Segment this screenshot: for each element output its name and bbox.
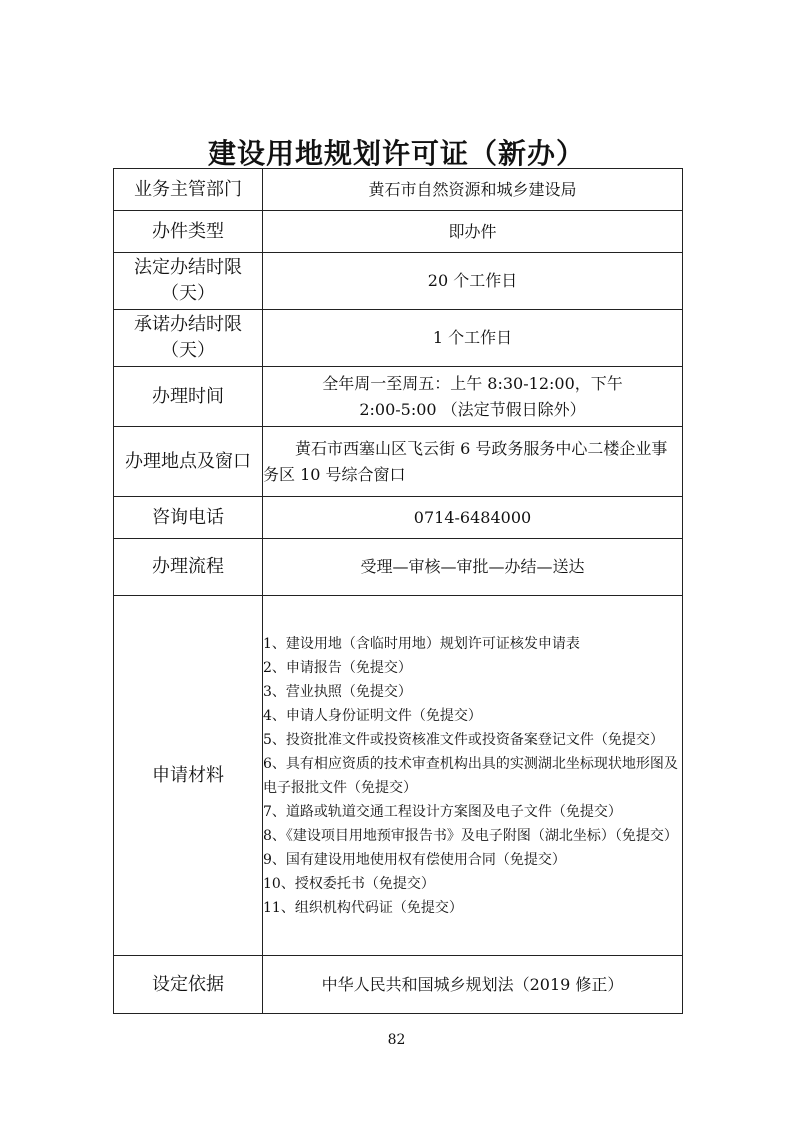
materials-label: 申请材料 [114, 596, 263, 956]
hours-value [263, 367, 683, 427]
table-row [114, 956, 683, 1014]
table-row [114, 211, 683, 253]
legal-limit-value: 20 个工作日 [263, 253, 683, 310]
process-value: 受理—审核—审批—办结—送达 [263, 539, 683, 596]
list-item: 5、投资批准文件或投资核准文件或投资备案登记文件（免提交） [263, 731, 664, 748]
type-value: 即办件 [263, 211, 683, 253]
basis-label: 设定依据 [114, 956, 263, 1014]
list-item: 1、建设用地（含临时用地）规划许可证核发申请表 [263, 635, 580, 652]
location-value [263, 427, 683, 497]
list-item: 9、国有建设用地使用权有偿使用合同（免提交） [263, 851, 566, 868]
table-row [114, 539, 683, 596]
list-item: 10、授权委托书（免提交） [263, 875, 435, 892]
phone-value: 0714-6484000 [263, 497, 683, 539]
promise-limit-label [114, 310, 263, 367]
list-item: 3、营业执照（免提交） [263, 683, 412, 700]
dept-label: 业务主管部门 [114, 169, 263, 211]
service-info-table [113, 168, 683, 1014]
process-label: 办理流程 [114, 539, 263, 596]
list-item: 7、道路或轨道交通工程设计方案图及电子文件（免提交） [263, 803, 622, 820]
basis-value: 中华人民共和国城乡规划法（2019 修正） [263, 956, 683, 1014]
hours-value-line1: 全年周一至周五：上午 8:30-12:00，下午 [322, 373, 623, 393]
promise-limit-value: 1 个工作日 [263, 310, 683, 367]
list-item: 8、《建设项目用地预审报告书》及电子附图（湖北坐标）（免提交） [263, 827, 678, 844]
materials-list [263, 596, 683, 956]
table-row [114, 367, 683, 427]
phone-label: 咨询电话 [114, 497, 263, 539]
table-row [114, 427, 683, 497]
list-item: 2、申请报告（免提交） [263, 659, 412, 676]
legal-limit-label-line1: 法定办结时限 [134, 257, 242, 278]
promise-limit-label-line1: 承诺办结时限 [134, 314, 242, 335]
page-title: 建设用地规划许可证（新办） [207, 137, 585, 170]
page-number: 82 [387, 1032, 406, 1048]
location-text: 黄石市西塞山区飞云街 6 号政务服务中心二楼企业事务区 10 号综合窗口 [263, 438, 668, 484]
dept-value: 黄石市自然资源和城乡建设局 [263, 169, 683, 211]
hours-label: 办理时间 [114, 367, 263, 427]
hours-value-line2: 2:00-5:00 （法定节假日除外） [359, 399, 586, 419]
legal-limit-label [114, 253, 263, 310]
type-label: 办件类型 [114, 211, 263, 253]
promise-limit-label-line2: （天） [161, 340, 215, 361]
list-item: 11、组织机构代码证（免提交） [263, 899, 463, 916]
legal-limit-label-line2: （天） [161, 283, 215, 304]
table-row [114, 596, 683, 956]
list-item: 4、申请人身份证明文件（免提交） [263, 707, 482, 724]
list-item: 6、具有相应资质的技术审查机构出具的实测湖北坐标现状地形图及电子报批文件（免提交） [263, 755, 678, 796]
location-label: 办理地点及窗口 [114, 427, 263, 497]
table-row [114, 253, 683, 310]
table-row [114, 310, 683, 367]
table-row [114, 169, 683, 211]
table-row [114, 497, 683, 539]
